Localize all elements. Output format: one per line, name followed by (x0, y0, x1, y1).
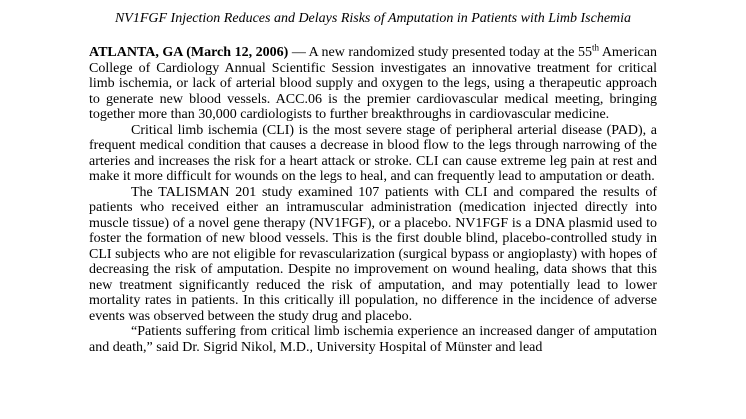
dateline: ATLANTA, GA (March 12, 2006) (89, 45, 289, 60)
paragraph-talisman-study: The TALISMAN 201 study examined 107 patients with CLI and compared the results of patients who received either an intramuscular administration (medication injected directly into muscle tissue) of a novel gene therapy (NV1FGF), or a placebo. NV1FGF is a DNA plasmid used to foster the formation of new blood vessels. This is the first double blind, placebo-controlled study in CLI subjects who are not eligible for revascularization (surgical bypass or angioplasty) with hopes of decreasing the risk of amputation. Despite no improvement on wound healing, data shows that this new treatment significantly reduced the risk of amputation, and may potentially lead to lower mortality rates in patients. In this critically ill population, no difference in the incidence of adverse events was observed between the study drug and placebo. (89, 184, 657, 324)
intro-text-end: American College of Cardiology Annual Scientific Session investigates an innovative treatment for critical limb ischemia, or lack of arterial blood supply and oxygen to the legs, using a therapeutic approach to generate new blood vessels. ACC.06 is the premier cardiovascular medical meeting, bringing together more than 30,000 cardiologists to further breakthroughs in cardiovascular medicine. (89, 45, 658, 122)
paragraph-cli-definition: Critical limb ischemia (CLI) is the most severe stage of peripheral arterial disease (PAD), a frequent medical condition that causes a decrease in blood flow to the legs through narrowing of the arteries and increases the risk for a heart attack or stroke. CLI can cause extreme leg pain at rest and make it more difficult for wounds on the legs to heal, and can frequently lead to amputation or death. (89, 122, 657, 184)
ordinal-superscript: th (592, 42, 600, 53)
paragraph-intro (89, 42, 658, 123)
article-header-title: NV1FGF Injection Reduces and Delays Risks of Amputation in Patients with Limb Ischemia (114, 11, 632, 26)
paragraph-quote: “Patients suffering from critical limb ischemia experience an increased danger of amputation and death,” said Dr. Sigrid Nikol, M.D., University Hospital of Münster and lead (89, 324, 657, 355)
intro-text-start: A new randomized study presented today at the 55 (308, 45, 593, 60)
article-body (89, 42, 658, 355)
em-dash: — (288, 45, 309, 60)
